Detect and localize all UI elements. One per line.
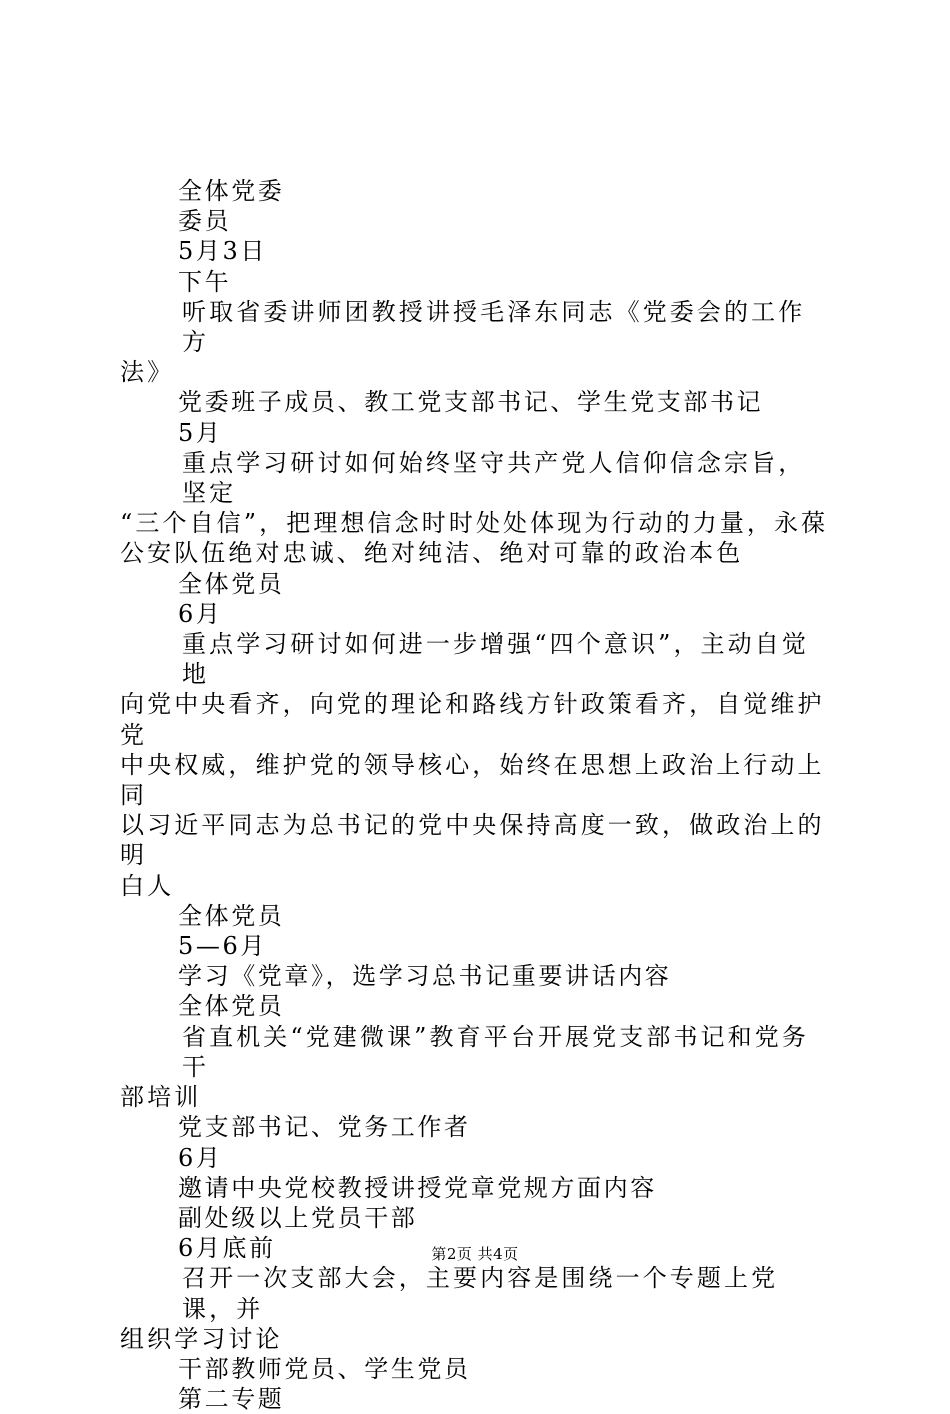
paragraph-line: 以习近平同志为总书记的党中央保持高度一致，做政治上的明 (120, 811, 825, 870)
text-line: 全体党委 (178, 177, 285, 205)
paragraph-line: 部培训 (120, 1083, 202, 1112)
text-line: 第二专题 (178, 1385, 285, 1414)
paragraph-line: 组织学习讨论 (120, 1324, 283, 1353)
text-line: 党委班子成员、教工党支部书记、学生党支部书记 (178, 388, 764, 417)
paragraph-line: 听取省委讲师团教授讲授毛泽东同志《党委会的工作方 (182, 297, 806, 357)
text-line: 邀请中央党校教授讲授党章党规方面内容 (178, 1173, 657, 1202)
text-line: 5月 (178, 418, 223, 447)
text-line: 学习《党章》，选学习总书记重要讲话内容 (178, 962, 672, 991)
paragraph-line: 中央权威，维护党的领导核心，始终在思想上政治上行动上同 (120, 750, 825, 810)
text-line: 6月 (178, 599, 223, 628)
paragraph-line: 公安队伍绝对忠诚、绝对纯洁、绝对可靠的政治本色 (120, 539, 744, 568)
text-line: 5—6月 (178, 932, 267, 961)
paragraph-line: 省直机关“党建微课”教育平台开展党支部书记和党务干 (182, 1022, 809, 1081)
paragraph-line: 白人 (120, 871, 175, 900)
paragraph-line: 法》 (120, 358, 175, 387)
paragraph-line: 召开一次支部大会，主要内容是围绕一个专题上党课，并 (182, 1264, 779, 1323)
text-line: 下午 (178, 267, 232, 296)
text-line: 干部教师党员、学生党员 (178, 1354, 471, 1383)
text-line: 委员 (178, 207, 232, 236)
text-line: 5月3日 (178, 237, 267, 266)
paragraph-line: 重点学习研讨如何进一步增强“四个意识”，主动自觉地 (182, 630, 809, 689)
text-line: 全体党员 (178, 569, 285, 598)
document-body (120, 176, 832, 1414)
page-footer: 第2页 共4页 (431, 1245, 519, 1263)
text-line: 6月底前 (178, 1234, 276, 1263)
text-line: 全体党员 (178, 901, 285, 930)
paragraph-line: 向党中央看齐，向党的理论和路线方针政策看齐，自觉维护党 (120, 690, 825, 749)
text-line: 副处级以上党员干部 (178, 1203, 418, 1232)
paragraph-line: 重点学习研讨如何始终坚守共产党人信仰信念宗旨，坚定 (182, 448, 806, 508)
text-line: 全体党员 (178, 992, 285, 1021)
text-line: 党支部书记、党务工作者 (178, 1113, 471, 1142)
paragraph-line: “三个自信”，把理想信念时时处处体现为行动的力量，永葆 (120, 509, 829, 538)
text-line: 6月 (178, 1143, 223, 1172)
